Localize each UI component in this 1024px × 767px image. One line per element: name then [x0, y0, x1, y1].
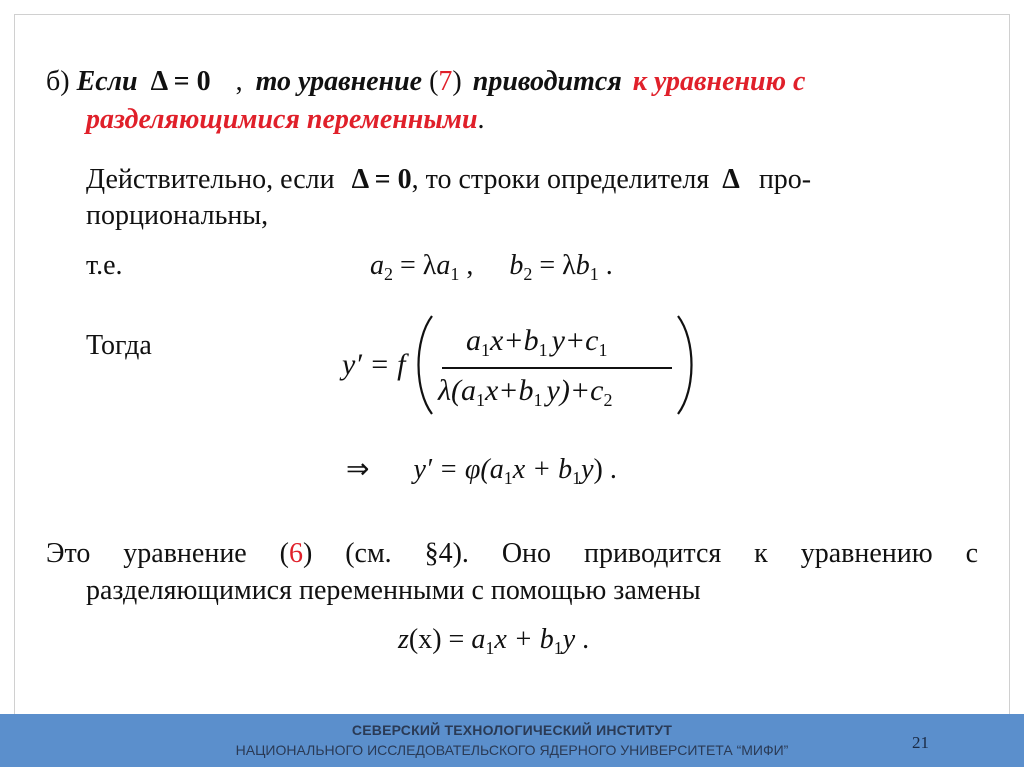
highlight-text-1: к уравнению с	[632, 66, 806, 97]
implies-formula: ⇒ $y' = \varphi(a_1x + b_1y)$ .	[346, 454, 617, 488]
indeed-lead: Действительно, если	[86, 164, 335, 195]
footer-institute: СЕВЕРСКИЙ ТЕХНОЛОГИЧЕСКИЙ ИНСТИТУТ	[351, 722, 673, 738]
equation-ref-7: 7	[438, 66, 453, 97]
fraction-bar	[442, 367, 672, 369]
hyphen-part: про-	[758, 164, 812, 195]
delta-zero-condition: Δ = 0	[150, 66, 211, 97]
if-word: Если	[76, 66, 138, 97]
indeed-line-2: порциональны,	[86, 200, 269, 231]
conclusion-line-1: Это уравнение (6) (см. §4). Оно приводится к уравнению с	[46, 538, 978, 569]
reduces-word: приводится	[472, 66, 622, 97]
ie-formula: $a_2 = \lambda a_1$ , $b_2 = \lambda b_1$ .	[370, 250, 613, 284]
fraction-numerator: $a_1x+b_1$ $y+c_1$	[466, 324, 608, 360]
then-lhs: y′ = f	[342, 348, 406, 381]
indeed-line-1	[86, 164, 811, 196]
left-paren	[419, 316, 433, 414]
equation-ref-6: 6	[288, 538, 303, 569]
page-number: 21	[912, 733, 929, 752]
fraction-denominator: $\lambda(a_1x+b_1$ $y)+c_2$	[438, 374, 613, 410]
then-label: Тогда	[86, 330, 152, 361]
right-paren	[678, 316, 692, 414]
indeed-condition: Δ = 0	[351, 164, 412, 195]
indeed-mid: , то строки определителя	[411, 164, 710, 195]
ie-label: т.е.	[86, 250, 123, 281]
conclusion-line-2: разделяющимися переменными с помощью замены	[86, 575, 701, 606]
item-b-line-1: б) Если Δ = 0 , то уравнение (7) приводится к уравнению с	[46, 66, 806, 97]
item-prefix: б)	[46, 66, 70, 97]
highlight-text-2: разделяющимися переменными	[86, 104, 478, 135]
implies-arrow-icon: ⇒	[346, 454, 370, 485]
footer-university: НАЦИОНАЛЬНОГО ИССЛЕДОВАТЕЛЬСКОГО ЯДЕРНОГО УНИВЕРСИТЕТА “МИФИ”	[235, 742, 789, 758]
substitution-formula: $z(x) = a_1x + b_1y$ .	[398, 624, 590, 658]
item-b-line-2: разделяющимися переменными.	[86, 104, 485, 135]
delta-symbol: Δ	[722, 164, 740, 195]
comma: ,	[235, 66, 243, 97]
then-phrase: то уравнение	[255, 66, 423, 97]
